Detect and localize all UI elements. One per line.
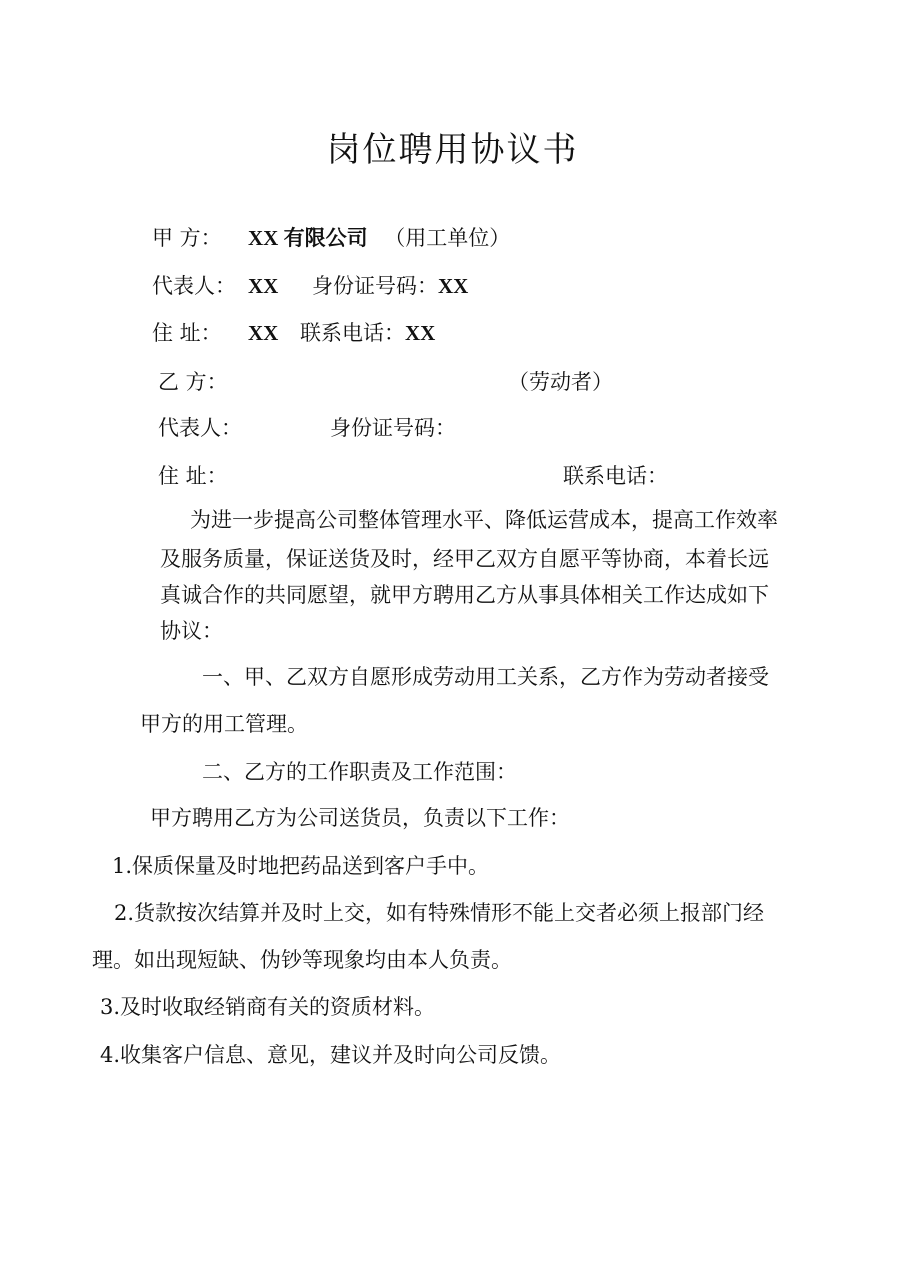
party-a-id-label: 身份证号码：: [312, 274, 438, 298]
party-a-rep-label: 代表人：: [152, 274, 236, 298]
party-b-id-cell: [330, 414, 456, 442]
duty-item-continued: 理。如出现短缺、伪钞等现象均由本人负责。: [92, 948, 512, 972]
clause-1-line: 甲方的用工管理。: [140, 712, 308, 736]
party-a-addr-row: [152, 319, 435, 347]
party-a-id-value: XX: [438, 274, 469, 298]
document-title: 岗位聘用协议书: [326, 130, 579, 170]
duty-item: 4.收集客户信息、意见，建议并及时向公司反馈。: [100, 1043, 562, 1067]
intro-line: 协议：: [160, 619, 223, 643]
intro-line: 及服务质量，保证送货及时，经甲乙双方自愿平等协商，本着长远: [160, 547, 769, 571]
party-b-note-cell: [508, 368, 613, 396]
party-b-label: 乙 方：: [158, 370, 228, 394]
party-a-addr-label: 住 址：: [152, 321, 222, 345]
clause-2-heading: 二、乙方的工作职责及工作范围：: [202, 760, 517, 784]
party-a-label: 甲 方：: [152, 226, 222, 250]
party-a-note: （用工单位）: [384, 226, 511, 250]
party-b-rep-row: [158, 414, 242, 442]
party-b-rep-label: 代表人：: [158, 416, 242, 440]
party-a-value: XX 有限公司: [248, 226, 368, 250]
party-b-id-label: 身份证号码：: [330, 416, 456, 440]
party-a-rep-value: XX: [248, 274, 279, 298]
duty-item: 3.及时收取经销商有关的资质材料。: [100, 995, 436, 1019]
party-a-phone-value: XX: [405, 321, 436, 345]
party-b-addr-label: 住 址：: [158, 464, 228, 488]
party-a-phone-label: 联系电话：: [300, 321, 405, 345]
party-b-addr-row: [158, 462, 228, 490]
intro-line: 为进一步提高公司整体管理水平、降低运营成本，提高工作效率: [190, 508, 778, 532]
party-b-phone-label: 联系电话：: [563, 464, 668, 488]
duty-item: 2.货款按次结算并及时上交，如有特殊情形不能上交者必须上报部门经: [114, 901, 765, 925]
party-b-row: [158, 368, 228, 396]
party-b-note: （劳动者）: [508, 370, 613, 394]
clause-2-intro: 甲方聘用乙方为公司送货员，负责以下工作：: [150, 806, 570, 830]
clause-1-line: 一、甲、乙双方自愿形成劳动用工关系，乙方作为劳动者接受: [202, 665, 769, 689]
duty-item: 1.保质保量及时地把药品送到客户手中。: [112, 854, 490, 878]
party-a-addr-value: XX: [248, 321, 279, 345]
intro-line: 真诚合作的共同愿望，就甲方聘用乙方从事具体相关工作达成如下: [160, 583, 769, 607]
party-a-row: [152, 224, 510, 252]
party-a-rep-row: [152, 272, 468, 300]
party-b-phone-cell: [563, 462, 668, 490]
